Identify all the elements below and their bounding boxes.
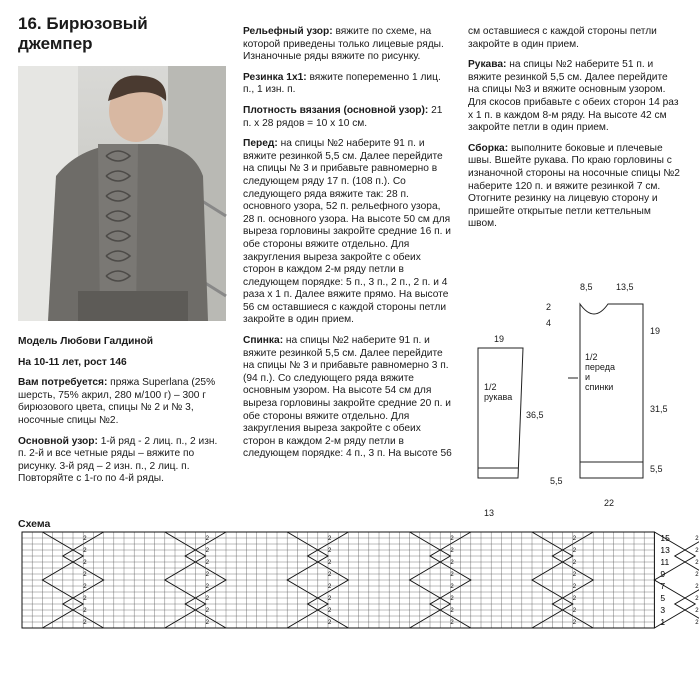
cell-symbol: 2 <box>450 559 454 566</box>
assembly-instructions: Сборка: выполните боковые и плечевые швы. Вшейте рукава. По краю горловины с изнаночной стороны на носочные спицы №2 наберите 120 п. и вяжите резинкой 7 см. Отогните резинку на лицевую сторону и пришейте открытые петли кеттельным швом. <box>468 142 680 230</box>
cell-symbol: 2 <box>328 583 332 590</box>
cell-symbol: 2 <box>205 547 209 554</box>
body-label-1: 1/2 <box>585 352 598 362</box>
cell-symbol: 2 <box>83 595 87 602</box>
row-number: 7 <box>660 581 666 591</box>
cell-symbol: 2 <box>572 547 577 554</box>
dim-armhole: 19 <box>650 326 661 336</box>
model-credit: Модель Любови Галдиной <box>18 336 154 347</box>
cell-symbol: 2 <box>572 595 577 602</box>
cell-symbol: 2 <box>450 583 454 590</box>
cell-symbol: 2 <box>328 607 332 614</box>
cell-symbol: 2 <box>450 595 454 602</box>
cell-symbol: 2 <box>695 583 699 590</box>
body-label-4: спинки <box>585 382 614 392</box>
gauge: Плотность вязания (основной узор): 21 п. х 28 рядов = 10 х 10 см. <box>243 104 443 129</box>
cell-symbol: 2 <box>205 607 209 614</box>
dim-sleeve-cuff: 5,5 <box>550 476 563 486</box>
cell-symbol: 2 <box>83 607 87 614</box>
cell-symbol: 2 <box>328 571 332 578</box>
row-number: 9 <box>660 569 666 579</box>
dim-neck-width: 8,5 <box>580 282 593 292</box>
cell-symbol: 2 <box>328 595 332 602</box>
cell-symbol: 2 <box>205 535 209 542</box>
cell-symbol: 2 <box>450 607 454 614</box>
materials: Вам потребуется: пряжа Superlana (25% шерсть, 75% акрил, 280 м/100 г) – 300 г бирюзового цвета, спицы № 2 и № 3, носочные спицы №2. <box>18 377 216 426</box>
cell-symbol: 2 <box>328 559 332 566</box>
model-photo <box>18 66 226 321</box>
cell-symbol: 2 <box>83 619 87 626</box>
cell-symbol: 2 <box>695 607 699 614</box>
cell-symbol: 2 <box>572 559 577 566</box>
main-pattern: Основной узор: 1-й ряд - 2 лиц. п., 2 изн. п. 2-й и все четные ряды – вяжите по рисунку. 3-й ряд – 2 изн. п., 2 лиц. п. Повторяйте с 1-го по 4-й ряды. <box>18 435 218 485</box>
cell-symbol: 2 <box>695 535 699 542</box>
dim-body-width: 22 <box>604 498 615 508</box>
dim-sleeve-height: 36,5 <box>526 410 544 420</box>
dim-body-rib: 5,5 <box>650 464 663 474</box>
dim-sleeve-top: 19 <box>494 334 505 344</box>
cell-symbol: 2 <box>450 535 454 542</box>
cell-symbol: 2 <box>695 619 699 626</box>
cell-symbol: 2 <box>695 595 699 602</box>
page-title: 16. Бирюзовый джемпер <box>18 14 148 53</box>
row-number: 3 <box>660 605 666 615</box>
cell-symbol: 2 <box>450 619 454 626</box>
pattern-diagram <box>468 278 690 518</box>
relief-pattern: Рельефный узор: вяжите по схеме, на которой приведены только лицевые ряды. Изнаночные ряды вяжите по рисунку. <box>243 26 444 63</box>
stitch-chart <box>18 530 699 635</box>
front-instructions: Перед: на спицы №2 наберите 91 п. и вяжите резинкой 5,5 см. Далее перейдите на спицы № 3 и прибавьте равномерно в следующем ряду 17 п. (108 п.). Со следующего ряда вяжите так: 28 п. основного узора, 52 п. рельефного узора, 28 п. основного узора. На высоте 50 см для выреза горловины закройте средние 16 п. и обе стороны вяжите отдельно. Для закругления выреза закройте с обеих сторон в каждом 2-м ряду петли в следующем порядке: 5 п., 3 п., 2 п., 2 п. и 4 раза х 1 п. Далее вяжите прямо. На высоте 56 см оставшиеся с каждой стороны петли закройте в один прием. <box>243 138 451 326</box>
cell-symbol: 2 <box>205 583 209 590</box>
cell-symbol: 2 <box>205 619 209 626</box>
row-number: 13 <box>660 545 670 555</box>
row-number: 11 <box>660 557 670 567</box>
dim-shoulder-width: 13,5 <box>616 282 634 292</box>
cell-symbol: 2 <box>205 571 209 578</box>
size-info: На 10-11 лет, рост 146 <box>18 356 127 368</box>
sleeve-label-1: 1/2 <box>484 382 497 392</box>
cell-symbol: 2 <box>572 535 577 542</box>
dim-body-height: 31,5 <box>650 404 668 414</box>
cell-symbol: 2 <box>83 571 87 578</box>
cell-symbol: 2 <box>328 547 332 554</box>
row-number: 5 <box>660 593 666 603</box>
cell-symbol: 2 <box>83 547 87 554</box>
cell-symbol: 2 <box>695 547 699 554</box>
sleeve-label-2: рукава <box>484 392 513 402</box>
boy-photo-illustration <box>18 66 226 321</box>
cell-symbol: 2 <box>83 583 87 590</box>
cell-symbol: 2 <box>572 607 577 614</box>
cell-symbol: 2 <box>205 595 209 602</box>
sleeve-instructions: Рукава: на спицы №2 наберите 51 п. и вяжите резинкой 5,5 см. Далее перейдите на спицы №3 и вяжите основным узором. Для скосов прибавьте с обеих сторон 14 раз х 1 п. в каждом 8-м ряду. На высоте 42 см закройте петли в один прием. <box>468 59 679 134</box>
cell-symbol: 2 <box>205 559 209 566</box>
dim-neck-depth-2: 4 <box>546 318 552 328</box>
cell-symbol: 2 <box>695 571 699 578</box>
cell-symbol: 2 <box>83 559 87 566</box>
sleeve-outline <box>478 348 523 478</box>
cell-symbol: 2 <box>83 535 87 542</box>
cell-symbol: 2 <box>572 583 577 590</box>
row-number: 1 <box>660 617 666 627</box>
cell-symbol: 2 <box>572 619 577 626</box>
cell-symbol: 2 <box>328 619 332 626</box>
dim-sleeve-bottom: 13 <box>484 508 495 518</box>
cell-symbol: 2 <box>450 571 454 578</box>
body-label-2: переда <box>585 362 615 372</box>
back-instructions-continued: см оставшиеся с каждой стороны петли закройте в один прием. <box>468 26 657 50</box>
cell-symbol: 2 <box>695 559 699 566</box>
rib-pattern: Резинка 1х1: вяжите попеременно 1 лиц. п., 1 изн. п. <box>243 71 441 96</box>
cell-symbol: 2 <box>328 535 332 542</box>
body-label-3: и <box>585 372 591 382</box>
cell-symbol: 2 <box>572 571 577 578</box>
row-number: 15 <box>660 533 670 543</box>
back-instructions: Спинка: на спицы №2 наберите 91 п. и вяжите резинкой 5,5 см. Далее перейдите на спицы № 3 и прибавьте равномерно 3 п. (94 п.). Со следующего ряда вяжите основным узором. На высоте 54 см для выреза горловины закройте средние 20 п. и обе стороны вяжите отдельно. Для закругления выреза закройте с обеих сторон в каждом 2-м ряду петли в следующем порядке: 4 п., 3 п. На высоте 56 <box>243 335 452 460</box>
schema-label: Схема <box>18 518 51 530</box>
cell-symbol: 2 <box>450 547 454 554</box>
dim-neck-depth-1: 2 <box>546 302 552 312</box>
